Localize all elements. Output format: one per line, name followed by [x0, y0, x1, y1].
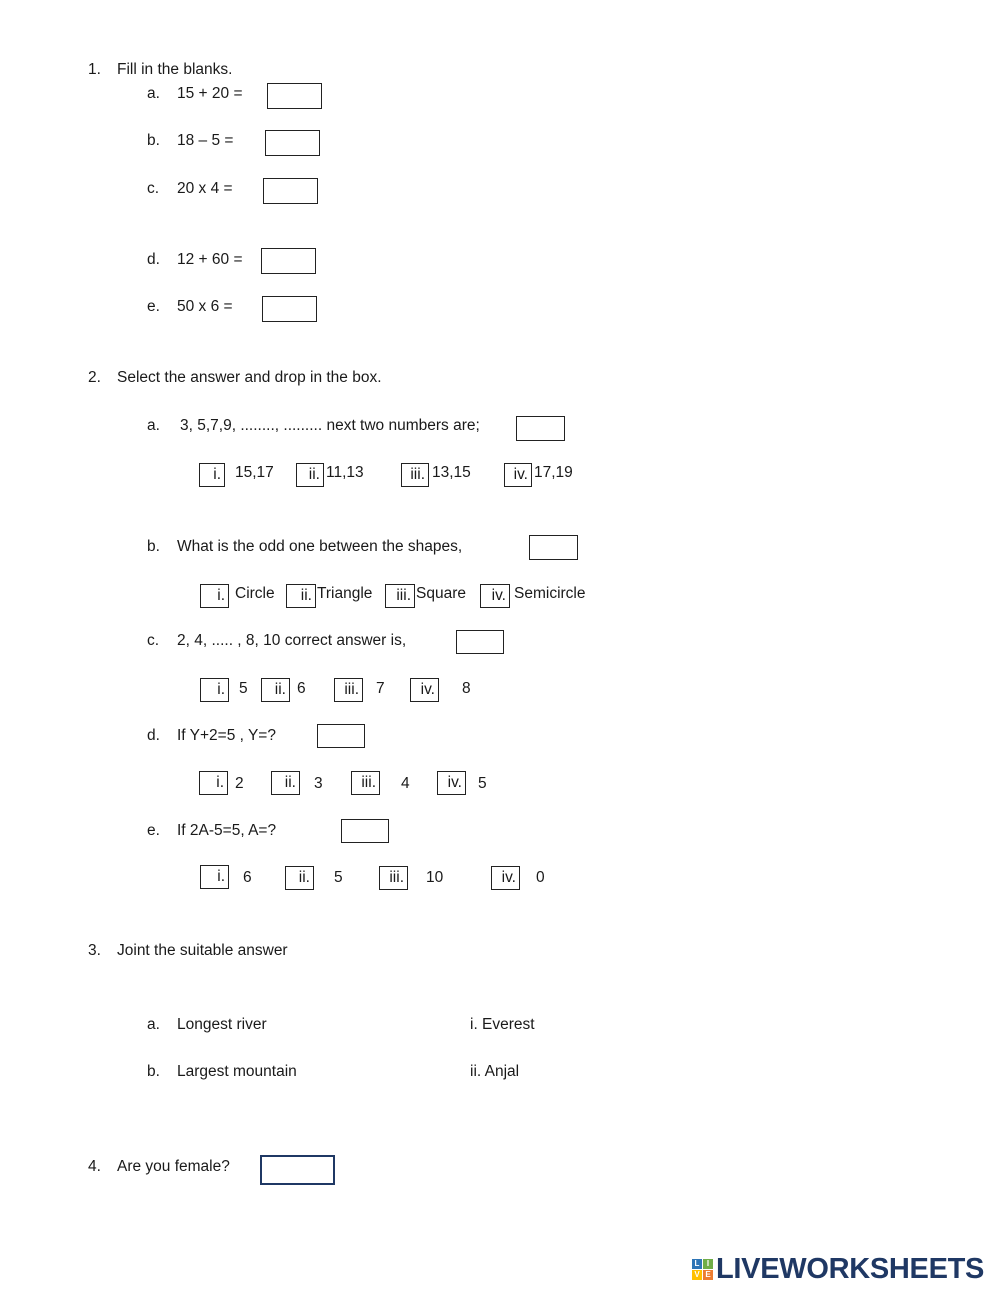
q2a-option-ii-value: 11,13 [326, 464, 364, 481]
q2c-option-iii[interactable]: iii. [334, 678, 363, 702]
q1e-text: 50 x 6 = [177, 298, 233, 315]
q2c-option-iv-value: 8 [462, 680, 471, 697]
q2d-option-i[interactable]: i. [199, 771, 228, 795]
q2e-option-iii[interactable]: iii. [379, 866, 408, 890]
q2d-option-ii-value: 3 [314, 775, 323, 792]
q2b-option-i[interactable]: i. [200, 584, 229, 608]
q2c-option-i[interactable]: i. [200, 678, 229, 702]
q2c-text: 2, 4, ..... , 8, 10 correct answer is, [177, 632, 407, 649]
q1b-letter: b. [147, 132, 160, 149]
logo-mark-l: L [692, 1259, 702, 1269]
q2e-letter: e. [147, 822, 160, 839]
q2a-option-iv-value: 17,19 [534, 464, 573, 481]
q2d-option-ii[interactable]: ii. [271, 771, 300, 795]
q2b-option-ii-value: Triangle [317, 585, 373, 602]
q1b-answer-box[interactable] [265, 130, 320, 156]
q2b-option-ii[interactable]: ii. [286, 584, 316, 608]
q2-number: 2. [88, 369, 101, 386]
q1d-text: 12 + 60 = [177, 251, 243, 268]
q1c-letter: c. [147, 180, 160, 197]
q2a-option-ii[interactable]: ii. [296, 463, 324, 487]
logo-mark-e: E [703, 1270, 713, 1280]
q3b-left-item[interactable]: Largest mountain [177, 1063, 297, 1080]
q2d-option-iv[interactable]: iv. [437, 771, 466, 795]
q2d-option-iii-value: 4 [401, 775, 410, 792]
q3a-left-item[interactable]: Longest river [177, 1016, 267, 1033]
q1d-letter: d. [147, 251, 160, 268]
q2-title: Select the answer and drop in the box. [117, 369, 382, 386]
q2e-option-i-value: 6 [243, 869, 252, 886]
q1c-answer-box[interactable] [263, 178, 318, 204]
q4-answer-box[interactable] [260, 1155, 335, 1185]
q1a-letter: a. [147, 85, 160, 102]
logo-mark-v: V [692, 1270, 702, 1280]
q2e-option-ii-value: 5 [334, 869, 343, 886]
q1-title: Fill in the blanks. [117, 61, 233, 78]
q3-right-item-2[interactable]: ii. Anjal [470, 1063, 520, 1080]
q1e-answer-box[interactable] [262, 296, 317, 322]
q2a-option-iii-value: 13,15 [432, 464, 471, 481]
q2e-option-iii-value: 10 [426, 869, 444, 886]
q2b-option-iv-value: Semicircle [514, 585, 586, 602]
q2c-option-ii[interactable]: ii. [261, 678, 290, 702]
q2b-option-iii[interactable]: iii. [385, 584, 415, 608]
q1d-answer-box[interactable] [261, 248, 316, 274]
q1-number: 1. [88, 61, 101, 78]
liveworksheets-logo [692, 1254, 984, 1284]
q1e-letter: e. [147, 298, 160, 315]
q3a-letter: a. [147, 1016, 160, 1033]
q2e-answer-box[interactable] [341, 819, 389, 843]
q2c-option-ii-value: 6 [297, 680, 306, 697]
q4-number: 4. [88, 1158, 101, 1175]
q2b-option-iii-value: Square [416, 585, 466, 602]
q1a-answer-box[interactable] [267, 83, 322, 109]
q2e-option-ii[interactable]: ii. [285, 866, 314, 890]
q2b-option-iv[interactable]: iv. [480, 584, 510, 608]
q4-title: Are you female? [117, 1158, 230, 1175]
q2a-option-i[interactable]: i. [199, 463, 225, 487]
liveworksheets-logo-text: LIVEWORKSHEETS [716, 1253, 985, 1285]
q2b-answer-box[interactable] [529, 535, 578, 560]
q1c-text: 20 x 4 = [177, 180, 233, 197]
q2a-letter: a. [147, 417, 160, 434]
q2e-option-iv[interactable]: iv. [491, 866, 520, 890]
q2e-option-iv-value: 0 [536, 869, 545, 886]
q2b-letter: b. [147, 538, 160, 555]
q2d-option-iii[interactable]: iii. [351, 771, 380, 795]
q3b-letter: b. [147, 1063, 160, 1080]
q2c-letter: c. [147, 632, 160, 649]
q2a-option-iv[interactable]: iv. [504, 463, 532, 487]
q1b-text: 18 – 5 = [177, 132, 234, 149]
q2c-option-i-value: 5 [239, 680, 248, 697]
q2a-option-i-value: 15,17 [235, 464, 274, 481]
q2e-option-i[interactable]: i. [200, 865, 229, 889]
q2d-text: If Y+2=5 , Y=? [177, 727, 276, 744]
q2d-letter: d. [147, 727, 160, 744]
logo-mark-i: I [703, 1259, 713, 1269]
q3-right-item-1[interactable]: i. Everest [470, 1016, 535, 1033]
liveworksheets-logo-icon [692, 1259, 713, 1280]
q2b-text: What is the odd one between the shapes, [177, 538, 463, 555]
q2a-text: 3, 5,7,9, ........, ......... next two numbers are; [180, 417, 480, 434]
q3-number: 3. [88, 942, 101, 959]
q2a-answer-box[interactable] [516, 416, 565, 441]
q2b-option-i-value: Circle [235, 585, 275, 602]
q2c-answer-box[interactable] [456, 630, 504, 654]
q1a-text: 15 + 20 = [177, 85, 243, 102]
q2d-option-i-value: 2 [235, 775, 244, 792]
q2c-option-iv[interactable]: iv. [410, 678, 439, 702]
q2e-text: If 2A-5=5, A=? [177, 822, 277, 839]
q2c-option-iii-value: 7 [376, 680, 385, 697]
q3-title: Joint the suitable answer [117, 942, 288, 959]
q2d-option-iv-value: 5 [478, 775, 487, 792]
q2d-answer-box[interactable] [317, 724, 365, 748]
q2a-option-iii[interactable]: iii. [401, 463, 429, 487]
